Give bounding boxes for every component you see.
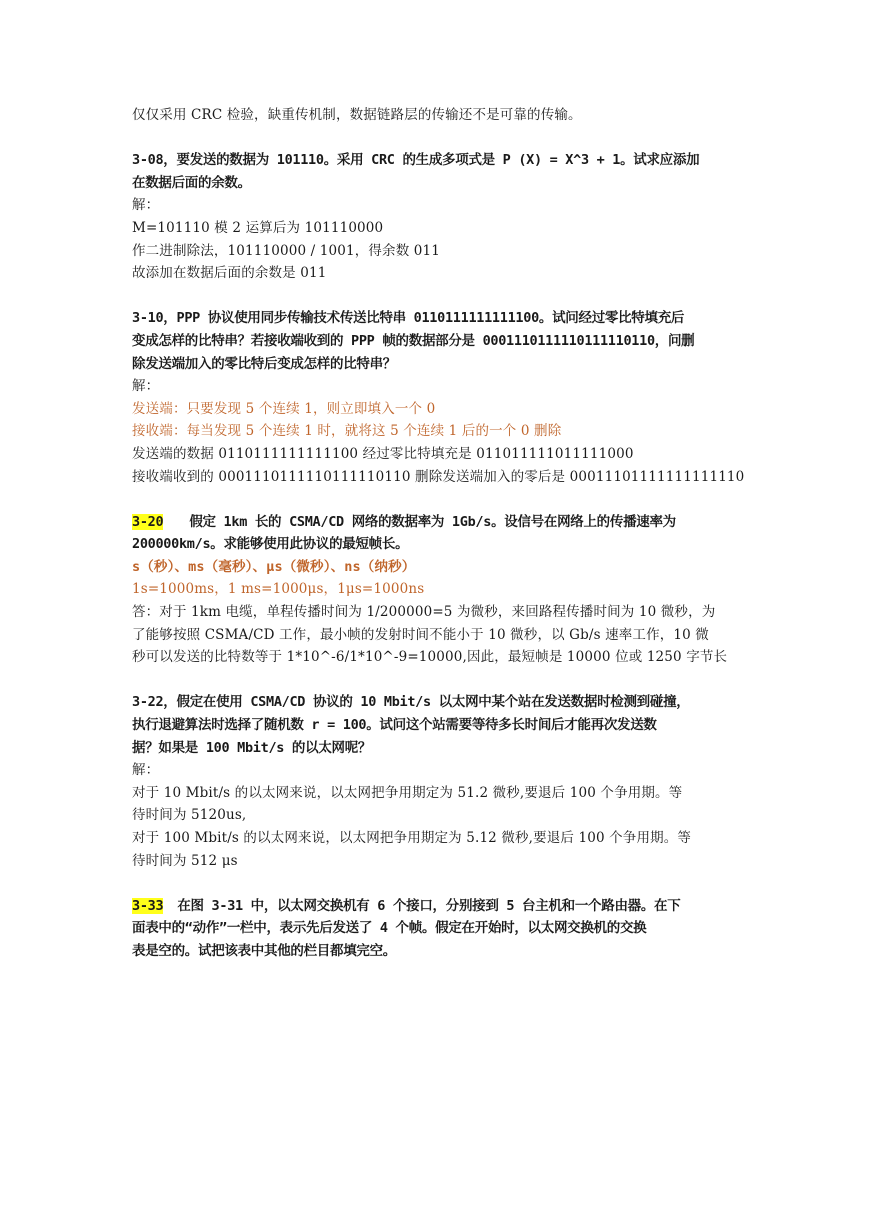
q320-title-text: 假定 1km 长的 CSMA/CD 网络的数据率为 1Gb/s。设信号在网络上的传播速率为: [189, 513, 676, 530]
q322-line1: 对于 10 Mbit/s 的以太网来说，以太网把争用期定为 51.2 微秒,要退后 100 个争用期。等: [132, 784, 683, 801]
q322-title-line1: 3-22，假定在使用 CSMA/CD 协议的 10 Mbit/s 以太网中某个站在发送数据时检测到碰撞，: [132, 694, 690, 711]
q322-title-line2: 执行退避算法时选择了随机数 r = 100。试问这个站需要等待多长时间后才能再次发送数: [132, 717, 657, 734]
document-page: [132, 104, 745, 963]
q320-units: s（秒）、ms（毫秒）、μs（微秒）、ns（纳秒）: [132, 558, 416, 575]
q310-recv-rule: 接收端：每当发现 5 个连续 1 时，就将这 5 个连续 1 后的一个 0 删除: [132, 423, 562, 440]
q322-line2: 待时间为 5120us,: [132, 807, 247, 824]
q320-title-line1: [132, 511, 738, 534]
q308-jie: 解：: [132, 197, 160, 214]
spacer: [132, 127, 738, 150]
q333-title-text: 在图 3-31 中，以太网交换机有 6 个接口，分别接到 5 台主机和一个路由器。在下: [177, 897, 681, 914]
spacer: [132, 669, 738, 692]
q320-answer-line1: 答：对于 1km 电缆，单程传播时间为 1/200000=5 为微秒，来回路程传播时间为 10 微秒，为: [132, 604, 716, 621]
q322-jie: 解：: [132, 762, 160, 779]
q310-jie: 解：: [132, 378, 160, 395]
question-3-33: [132, 895, 738, 963]
question-3-08: [132, 149, 738, 285]
question-3-20: [132, 511, 738, 669]
q320-title-line2: 200000km/s。求能够使用此协议的最短帧长。: [132, 536, 409, 553]
q308-line1: M=101110 模 2 运算后为 101110000: [132, 219, 384, 236]
q310-title-line1: 3-10，PPP 协议使用同步传输技术传送比特串 0110111111111100。试问经过零比特填充后: [132, 310, 685, 327]
q333-number-highlight: 3-33: [132, 897, 164, 914]
q310-line1: 发送端的数据 0110111111111100 经过零比特填充是 011011111011111000: [132, 445, 634, 462]
q308-title-line1: 3-08，要发送的数据为 101110。采用 CRC 的生成多项式是 P (X) = X^3 + 1。试求应添加: [132, 152, 700, 169]
intro-text: 仅仅采用 CRC 检验，缺重传机制，数据链路层的传输还不是可靠的传输。: [132, 107, 582, 123]
spacer: [132, 285, 738, 308]
q322-line4: 待时间为 512 μs: [132, 852, 238, 869]
q320-conversion: 1s=1000ms，1 ms=1000μs，1μs=1000ns: [132, 581, 425, 598]
q308-line3: 故添加在数据后面的余数是 011: [132, 265, 327, 282]
q310-line2: 接收端收到的 0001110111110111110110 删除发送端加入的零后是 00011101111111111110: [132, 468, 745, 485]
question-3-10: [132, 307, 745, 488]
q310-title-line3: 除发送端加入的零比特后变成怎样的比特串？: [132, 355, 396, 372]
spacer: [132, 488, 738, 511]
spacer: [132, 872, 738, 895]
q320-answer-line2: 了能够按照 CSMA/CD 工作，最小帧的发射时间不能小于 10 微秒，以 Gb/s 速率工作，10 微: [132, 626, 709, 643]
q308-line2: 作二进制除法，101110000 / 1001，得余数 011: [132, 242, 440, 259]
q308-title-line2: 在数据后面的余数。: [132, 174, 251, 191]
q320-number-highlight: 3-20: [132, 513, 164, 530]
q310-title-line2: 变成怎样的比特串？若接收端收到的 PPP 帧的数据部分是 0001110111110111110110，问删: [132, 332, 695, 349]
q333-title-line2: 面表中的“动作”一栏中，表示先后发送了 4 个帧。假定在开始时，以太网交换机的交换: [132, 920, 647, 937]
q322-line3: 对于 100 Mbit/s 的以太网来说，以太网把争用期定为 5.12 微秒,要退后 100 个争用期。等: [132, 830, 692, 846]
q333-title-line1: [132, 895, 738, 918]
question-3-22: [132, 691, 738, 872]
q320-answer-line3: 秒可以发送的比特数等于 1*10^-6/1*10^-9=10000,因此，最短帧是 10000 位或 1250 字节长: [132, 649, 728, 666]
q322-title-line3: 据？如果是 100 Mbit/s 的以太网呢？: [132, 739, 372, 756]
q333-title-line3: 表是空的。试把该表中其他的栏目都填完空。: [132, 942, 396, 959]
q310-send-rule: 发送端：只要发现 5 个连续 1，则立即填入一个 0: [132, 400, 436, 417]
